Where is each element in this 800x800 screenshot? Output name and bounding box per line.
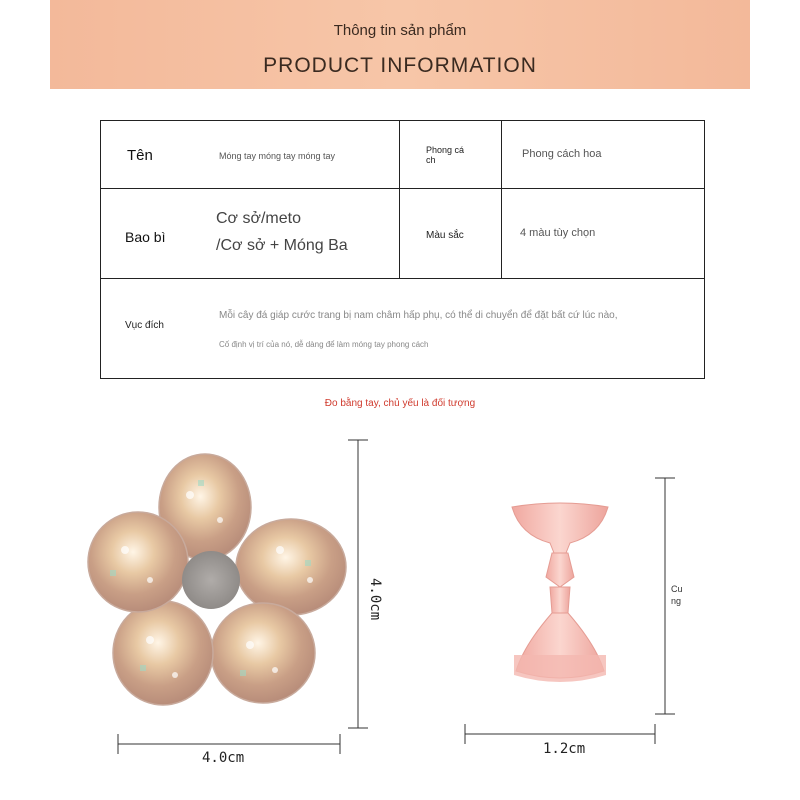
- name-value: Móng tay móng tay móng tay: [219, 151, 336, 161]
- cell-color-value: [501, 188, 704, 278]
- style-label-2: ch: [426, 155, 436, 165]
- style-value: Phong cách hoa: [522, 148, 602, 160]
- cell-style-label: [399, 121, 501, 188]
- style-label-1: Phong cá: [426, 145, 465, 155]
- color-label: Màu sắc: [426, 230, 464, 241]
- purpose-line-2: Cố định vị trí của nó, dễ dàng để làm móng tay phong cách: [219, 340, 429, 349]
- header-banner: [50, 0, 750, 89]
- flower-height-label: 4.0cm: [367, 578, 383, 621]
- stand-height-label-2: ng: [671, 596, 682, 606]
- header-subtitle: Thông tin sản phẩm: [333, 22, 467, 39]
- package-value-2: /Cơ sở + Móng Ba: [216, 237, 348, 254]
- cell-purpose: [101, 278, 704, 380]
- product-info-table: [100, 120, 705, 379]
- table-row-name: [101, 121, 704, 189]
- cell-package: [101, 188, 399, 278]
- stand-width-label: 1.2cm: [543, 741, 586, 757]
- purpose-label: Vục đích: [125, 320, 164, 331]
- color-value: 4 màu tùy chọn: [520, 227, 596, 239]
- flower-width-label: 4.0cm: [202, 750, 245, 766]
- stand-dimension-lines: [455, 470, 695, 760]
- header-title: PRODUCT INFORMATION: [263, 54, 537, 77]
- measurement-note: Đo bằng tay, chủ yếu là đối tượng: [324, 398, 476, 409]
- table-row-purpose: [101, 278, 704, 380]
- package-label: Bao bì: [125, 229, 166, 245]
- purpose-line-1: Mỗi cây đá giáp cước trang bị nam châm hấp phụ, có thể di chuyển để đặt bất cứ lúc nào,: [219, 310, 618, 321]
- flower-dimension-lines: [100, 430, 400, 790]
- name-label: Tên: [127, 147, 153, 164]
- table-row-package: [101, 188, 704, 279]
- cell-color-label: [399, 188, 501, 278]
- stand-height-label-1: Cu: [671, 584, 683, 594]
- cell-style-value: [501, 121, 704, 188]
- package-value-1: Cơ sở/meto: [216, 210, 301, 227]
- cell-name: [101, 121, 399, 188]
